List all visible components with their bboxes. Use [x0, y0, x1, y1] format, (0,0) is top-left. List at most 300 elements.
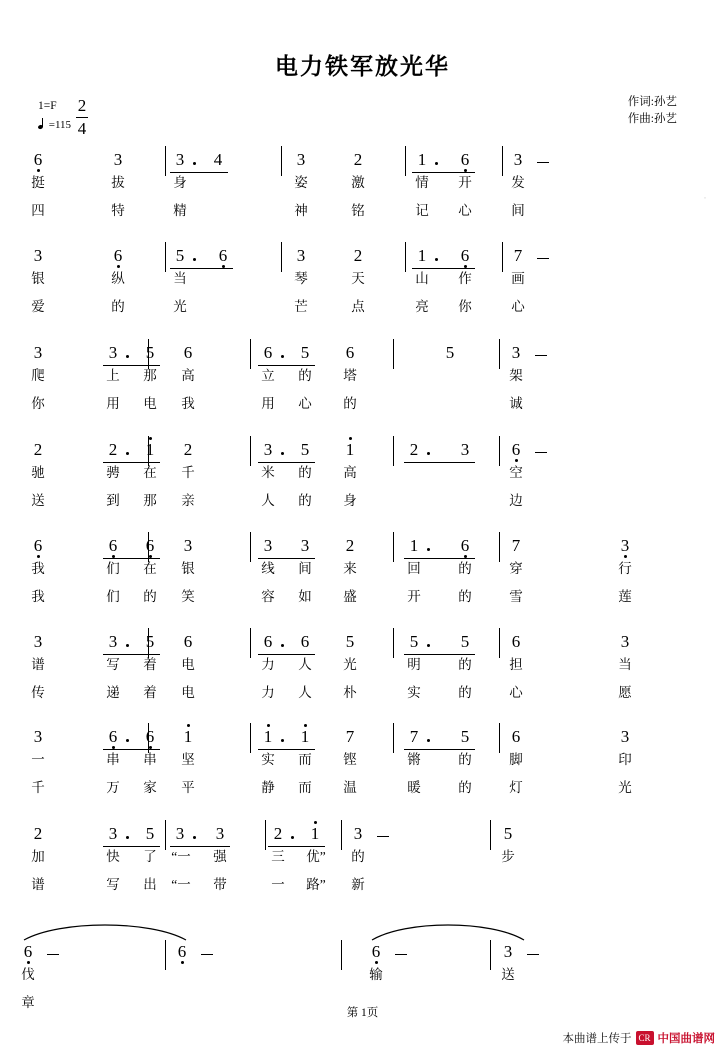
- note: 6: [511, 632, 521, 651]
- note: 6: [263, 632, 273, 651]
- augmentation-dot: [281, 355, 284, 358]
- lyric: 到: [106, 493, 120, 508]
- note: 5: [145, 632, 155, 651]
- beam: [170, 268, 233, 269]
- lyric: 电: [181, 657, 195, 672]
- lyric: 人: [298, 657, 312, 672]
- note: 3: [33, 343, 43, 362]
- note: 6: [108, 536, 118, 555]
- lyric: 神: [294, 203, 308, 218]
- lyric: 在: [143, 465, 157, 480]
- note: 5: [300, 343, 310, 362]
- lyric: 心: [458, 203, 472, 218]
- beam: [258, 558, 315, 559]
- lyric: 来: [343, 561, 357, 576]
- lyric: 作: [458, 271, 472, 286]
- lyric-row-2: [0, 492, 725, 516]
- lyric: 心: [509, 685, 523, 700]
- lyric: 三: [271, 849, 285, 864]
- tempo-marking: [38, 118, 71, 131]
- lyric: 电: [143, 396, 157, 411]
- note: 3: [460, 440, 470, 459]
- augmentation-dot: [427, 644, 430, 647]
- prolongation-dash: [47, 954, 59, 955]
- note: 1: [417, 150, 427, 169]
- slur-arc: [20, 920, 190, 942]
- prolongation-dash: [377, 836, 389, 837]
- lyric: 的: [298, 493, 312, 508]
- note: 3: [300, 536, 310, 555]
- note: 3: [620, 536, 630, 555]
- lyric: 姿: [294, 175, 308, 190]
- lyric: 着: [143, 657, 157, 672]
- lyric: 我: [31, 589, 45, 604]
- note: 1: [417, 246, 427, 265]
- lyric: 快: [106, 849, 120, 864]
- lyric: 天: [351, 271, 365, 286]
- lyric-row-2: [0, 202, 725, 226]
- note: 4: [213, 150, 223, 169]
- beam: [412, 268, 475, 269]
- beam: [412, 172, 475, 173]
- note: 3: [263, 440, 273, 459]
- note: 5: [345, 632, 355, 651]
- lyric: 身: [343, 493, 357, 508]
- note: 3: [33, 246, 43, 265]
- prolongation-dash: [201, 954, 213, 955]
- note: 3: [620, 727, 630, 746]
- augmentation-dot: [126, 739, 129, 742]
- note: 1: [183, 727, 193, 746]
- lyric: 输: [369, 967, 383, 982]
- augmentation-dot: [126, 355, 129, 358]
- lyric: 加: [31, 849, 45, 864]
- augmentation-dot: [193, 836, 196, 839]
- lyric-row-2: [0, 779, 725, 803]
- note: 6: [263, 343, 273, 362]
- lyric: 雪: [509, 589, 523, 604]
- lyric: 光: [173, 299, 187, 314]
- lyric: 串: [143, 752, 157, 767]
- credits-block: [628, 94, 677, 128]
- lyric: 用: [261, 396, 275, 411]
- augmentation-dot: [126, 452, 129, 455]
- page-title: 电力铁军放光华: [275, 54, 450, 79]
- lyric: 琴: [294, 271, 308, 286]
- lyric: 的: [143, 589, 157, 604]
- lyric: 那: [143, 493, 157, 508]
- lyric: 朴: [343, 685, 357, 700]
- lyric-row-1: [0, 656, 725, 680]
- beam: [103, 462, 160, 463]
- lyric: 而: [298, 752, 312, 767]
- note: 6: [460, 536, 470, 555]
- lyric: 山: [415, 271, 429, 286]
- prolongation-dash: [537, 162, 549, 163]
- lyric: 间: [511, 203, 525, 218]
- composer-label: 作曲:孙艺: [627, 113, 677, 125]
- lyric: 千: [31, 780, 45, 795]
- site-name: 中国曲谱网: [657, 1033, 715, 1045]
- lyric-row-1: [0, 848, 725, 872]
- lyric: 点: [351, 299, 365, 314]
- lyric-row-1: [0, 174, 725, 198]
- lyric: 心: [511, 299, 525, 314]
- lyric: 的: [458, 685, 472, 700]
- prolongation-dash: [535, 452, 547, 453]
- lyric: 送: [501, 967, 515, 982]
- note: 3: [263, 536, 273, 555]
- meter-denominator: 4: [77, 119, 87, 138]
- lyric: 送: [31, 493, 45, 508]
- key-label: 1=F: [38, 100, 57, 112]
- beam: [404, 654, 475, 655]
- prolongation-dash: [527, 954, 539, 955]
- lyric: 当: [173, 271, 187, 286]
- lyric: 你: [458, 299, 472, 314]
- note: 3: [108, 343, 118, 362]
- note: 5: [409, 632, 419, 651]
- note: 6: [177, 942, 187, 961]
- note: 7: [513, 246, 523, 265]
- lyric: 了: [143, 849, 157, 864]
- note: 3: [511, 343, 521, 362]
- note: 3: [296, 246, 306, 265]
- note: 3: [175, 150, 185, 169]
- note: 6: [108, 727, 118, 746]
- quarter-note-icon: [38, 118, 46, 130]
- lyric: 路”: [306, 877, 326, 892]
- lyric: 递: [106, 685, 120, 700]
- note: 6: [345, 343, 355, 362]
- lyric: 平: [181, 780, 195, 795]
- lyric: 千: [181, 465, 195, 480]
- tempo-value: =115: [48, 119, 72, 131]
- footer-watermark: [563, 1030, 716, 1046]
- lyric: 家: [143, 780, 157, 795]
- note: 3: [33, 632, 43, 651]
- augmentation-dot: [126, 644, 129, 647]
- beam: [404, 558, 475, 559]
- lyric: 塔: [343, 368, 357, 383]
- lyric: 你: [31, 396, 45, 411]
- lyric: 的: [458, 752, 472, 767]
- lyric: 人: [261, 493, 275, 508]
- note: 6: [300, 632, 310, 651]
- meter-divider: [76, 117, 88, 118]
- augmentation-dot: [281, 452, 284, 455]
- note: 3: [113, 150, 123, 169]
- lyric: 心: [298, 396, 312, 411]
- lyric-row-2: [0, 684, 725, 708]
- lyric: 串: [106, 752, 120, 767]
- note: 7: [409, 727, 419, 746]
- note: 1: [263, 727, 273, 746]
- lyric: 的: [458, 561, 472, 576]
- lyric: 穿: [509, 561, 523, 576]
- augmentation-dot: [193, 162, 196, 165]
- time-signature: [74, 96, 90, 139]
- lyric: 强: [213, 849, 227, 864]
- note: 2: [409, 440, 419, 459]
- lyric: 那: [143, 368, 157, 383]
- lyric-row-2: [0, 298, 725, 322]
- note: 6: [460, 150, 470, 169]
- lyric: 温: [343, 780, 357, 795]
- note: 6: [145, 727, 155, 746]
- lyric-row-1: [0, 560, 725, 584]
- lyric: 挺: [31, 175, 45, 190]
- lyric: 爬: [31, 368, 45, 383]
- augmentation-dot: [281, 644, 284, 647]
- note: 3: [183, 536, 193, 555]
- lyric: 明: [407, 657, 421, 672]
- lyricist-label: 作词:孙艺: [627, 96, 677, 108]
- note: 5: [145, 343, 155, 362]
- lyric: 发: [511, 175, 525, 190]
- note: 2: [33, 824, 43, 843]
- lyric: 着: [143, 685, 157, 700]
- lyric-row-2: [0, 588, 725, 612]
- augmentation-dot: [291, 836, 294, 839]
- lyric: 传: [31, 685, 45, 700]
- slur-arc: [368, 920, 528, 942]
- augmentation-dot: [427, 739, 430, 742]
- footer-text: 本曲谱上传于: [562, 1033, 632, 1045]
- note: 5: [445, 343, 455, 362]
- lyric-row-2: [0, 395, 725, 419]
- lyric: 电: [181, 685, 195, 700]
- note: 2: [183, 440, 193, 459]
- lyric: 情: [415, 175, 429, 190]
- beam: [258, 749, 315, 750]
- lyric: 爱: [31, 299, 45, 314]
- note: 2: [353, 150, 363, 169]
- lyric: 担: [509, 657, 523, 672]
- note: 3: [175, 824, 185, 843]
- lyric: 立: [261, 368, 275, 383]
- note: 6: [371, 942, 381, 961]
- note: 1: [310, 824, 320, 843]
- note: 3: [215, 824, 225, 843]
- augmentation-dot: [427, 548, 430, 551]
- lyric: 四: [31, 203, 45, 218]
- page-number: 第 1页: [346, 1007, 379, 1019]
- lyric: 出: [143, 877, 157, 892]
- lyric: 铭: [351, 203, 365, 218]
- lyric: 身: [173, 175, 187, 190]
- lyric: 骋: [106, 465, 120, 480]
- note: 7: [345, 727, 355, 746]
- lyric: 写: [106, 657, 120, 672]
- lyric: 一: [31, 752, 45, 767]
- lyric: 线: [261, 561, 275, 576]
- lyric: 们: [106, 589, 120, 604]
- lyric: 章: [21, 995, 35, 1010]
- lyric: 容: [261, 589, 275, 604]
- lyric: 步: [501, 849, 515, 864]
- lyric: 激: [351, 175, 365, 190]
- beam: [103, 749, 160, 750]
- lyric-row-1: [0, 751, 725, 775]
- lyric: 光: [343, 657, 357, 672]
- lyric-row-2: [0, 876, 725, 900]
- lyric: 的: [298, 368, 312, 383]
- augmentation-dot: [427, 452, 430, 455]
- note: 6: [218, 246, 228, 265]
- beam: [258, 654, 315, 655]
- lyric: 如: [298, 589, 312, 604]
- lyric: 亲: [181, 493, 195, 508]
- note: 6: [113, 246, 123, 265]
- lyric: 万: [106, 780, 120, 795]
- note: 1: [145, 440, 155, 459]
- lyric: 的: [458, 780, 472, 795]
- lyric: 力: [261, 657, 275, 672]
- beam: [103, 654, 160, 655]
- lyric-row-1: [0, 270, 725, 294]
- lyric: 诚: [509, 396, 523, 411]
- lyric: 愿: [618, 685, 632, 700]
- beam: [103, 558, 160, 559]
- lyric: 精: [173, 203, 187, 218]
- lyric: 带: [213, 877, 227, 892]
- lyric: 实: [407, 685, 421, 700]
- lyric: 行: [618, 561, 632, 576]
- lyric: “一: [171, 849, 191, 864]
- watermark-mark: ·: [703, 190, 707, 204]
- lyric: 我: [31, 561, 45, 576]
- augmentation-dot: [281, 739, 284, 742]
- lyric: 人: [298, 685, 312, 700]
- note: 1: [345, 440, 355, 459]
- beam: [103, 846, 160, 847]
- beam: [103, 365, 160, 366]
- lyric: 亮: [415, 299, 429, 314]
- lyric: 的: [351, 849, 365, 864]
- lyric: 铿: [343, 752, 357, 767]
- lyric: 用: [106, 396, 120, 411]
- lyric: 锵: [407, 752, 421, 767]
- note: 5: [460, 632, 470, 651]
- lyric: 我: [181, 396, 195, 411]
- note: 2: [108, 440, 118, 459]
- lyric: 米: [261, 465, 275, 480]
- lyric: 空: [509, 465, 523, 480]
- note: 6: [33, 536, 43, 555]
- augmentation-dot: [193, 258, 196, 261]
- beam: [170, 172, 228, 173]
- note: 5: [300, 440, 310, 459]
- note: 5: [503, 824, 513, 843]
- lyric: 新: [351, 877, 365, 892]
- lyric: 的: [458, 657, 472, 672]
- note: 3: [33, 727, 43, 746]
- beam: [170, 846, 230, 847]
- lyric: 特: [111, 203, 125, 218]
- lyric: 银: [181, 561, 195, 576]
- lyric: 伐: [21, 967, 35, 982]
- prolongation-dash: [395, 954, 407, 955]
- note: 6: [23, 942, 33, 961]
- note: 6: [511, 440, 521, 459]
- lyric: 坚: [181, 752, 195, 767]
- note: 6: [460, 246, 470, 265]
- lyric: 一: [271, 877, 285, 892]
- lyric: “一: [171, 877, 191, 892]
- note: 7: [511, 536, 521, 555]
- lyric: 暖: [407, 780, 421, 795]
- lyric: 光: [618, 780, 632, 795]
- lyric: 印: [618, 752, 632, 767]
- note: 3: [108, 632, 118, 651]
- lyric: 驰: [31, 465, 45, 480]
- note: 2: [345, 536, 355, 555]
- prolongation-dash: [535, 355, 547, 356]
- note: 3: [353, 824, 363, 843]
- site-logo-icon: CR: [636, 1031, 654, 1045]
- lyric: 上: [106, 368, 120, 383]
- beam: [258, 365, 315, 366]
- note: 2: [273, 824, 283, 843]
- lyric: 银: [31, 271, 45, 286]
- lyric: 谱: [31, 877, 45, 892]
- lyric: 间: [298, 561, 312, 576]
- lyric: 力: [261, 685, 275, 700]
- note: 3: [513, 150, 523, 169]
- lyric: 静: [261, 780, 275, 795]
- note: 2: [33, 440, 43, 459]
- lyric: 纵: [111, 271, 125, 286]
- lyric: 写: [106, 877, 120, 892]
- lyric: 们: [106, 561, 120, 576]
- note: 6: [511, 727, 521, 746]
- lyric: 当: [618, 657, 632, 672]
- beam: [268, 846, 325, 847]
- note: 6: [183, 343, 193, 362]
- augmentation-dot: [435, 258, 438, 261]
- augmentation-dot: [435, 162, 438, 165]
- note: 3: [503, 942, 513, 961]
- lyric: 而: [298, 780, 312, 795]
- lyric: 回: [407, 561, 421, 576]
- note: 5: [460, 727, 470, 746]
- lyric: 的: [458, 589, 472, 604]
- lyric-row-1: [0, 464, 725, 488]
- lyric: 在: [143, 561, 157, 576]
- beam: [258, 462, 315, 463]
- augmentation-dot: [126, 836, 129, 839]
- lyric: 记: [415, 203, 429, 218]
- lyric: 笑: [181, 589, 195, 604]
- lyric: 开: [407, 589, 421, 604]
- lyric: 谱: [31, 657, 45, 672]
- lyric: 的: [298, 465, 312, 480]
- lyric: 画: [511, 271, 525, 286]
- note: 2: [353, 246, 363, 265]
- note: 3: [296, 150, 306, 169]
- note: 1: [300, 727, 310, 746]
- lyric: 脚: [509, 752, 523, 767]
- lyric: 拔: [111, 175, 125, 190]
- lyric: 优”: [306, 849, 326, 864]
- lyric: 灯: [509, 780, 523, 795]
- lyric-row-1: [0, 367, 725, 391]
- beam: [404, 749, 475, 750]
- lyric: 的: [343, 396, 357, 411]
- lyric: 边: [509, 493, 523, 508]
- meter-numerator: 2: [77, 96, 87, 115]
